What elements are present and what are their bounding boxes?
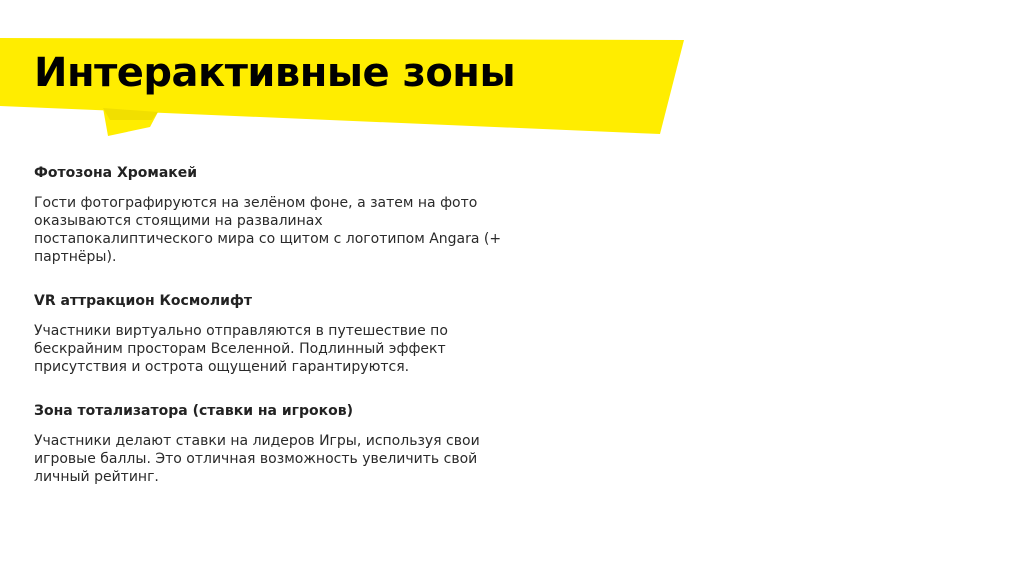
section-text: Участники виртуально отправляются в путешествие по бескрайним просторам Вселенной. Подлинный эффект присутствия и острота ощущений гарантируются. [34,323,448,375]
page-title: Интерактивные зоны [34,50,516,96]
section-heading: Фотозона Хромакей [34,165,198,181]
section-text: Участники делают ставки на лидеров Игры, используя свои игровые баллы. Это отличная возможность увеличить свой личный рейтинг. [34,433,480,485]
content-area [34,165,504,486]
section-text: Гости фотографируются на зелёном фоне, а затем на фото оказываются стоящими на развалинах постапокалиптического мира со щитом с логотипом Angara (+ партнёры). [34,195,502,265]
section-heading: VR аттракцион Космолифт [34,293,252,309]
section-heading: Зона тотализатора (ставки на игроков) [34,403,354,419]
section-vr-attraction [34,293,504,376]
section-betting-zone [34,403,504,486]
section-photozone [34,165,504,266]
